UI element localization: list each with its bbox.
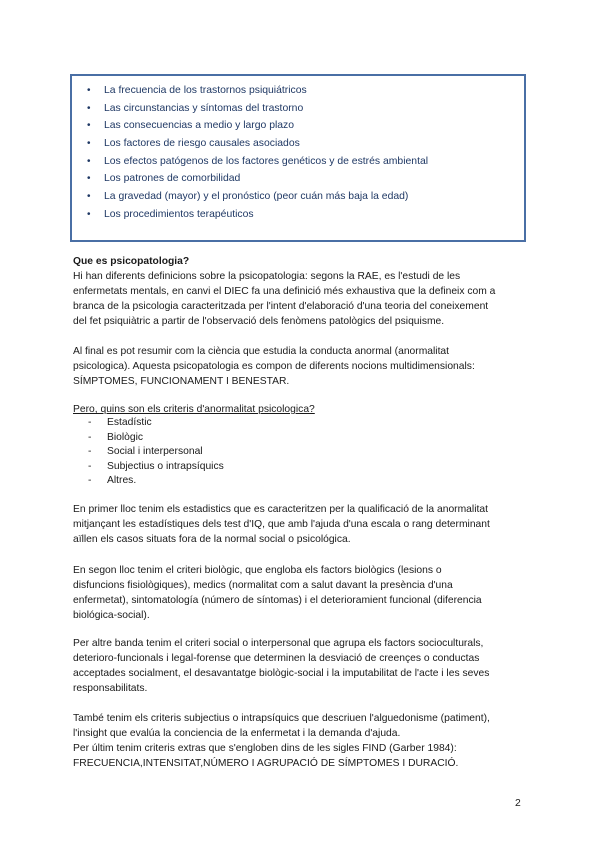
bullet-icon: • xyxy=(87,138,91,150)
list-item: - Altres. xyxy=(88,474,224,489)
list-item: • La gravedad (mayor) y el pronóstico (peor cuán más baja la edad) xyxy=(72,188,524,206)
bullet-icon: • xyxy=(87,208,91,220)
bullet-icon: • xyxy=(87,85,91,96)
list-item: • Los factores de riesgo causales asociados xyxy=(72,135,524,153)
list-item: • La frecuencia de los trastornos psiquiátricos xyxy=(72,82,524,100)
paragraph-social: Per altre banda tenim el criteri social o interpersonal que agrupa els factors socioculturals, deterioro-funcionals i legal-forense que determinen la desviació de creençes o conductas acceptades socialment, el desavantatge biològic-social i la imputabilitat de l'acte i les seves responsabilitats. xyxy=(73,638,490,694)
list-item: • Los procedimientos terapéuticos xyxy=(72,206,524,224)
list-item: - Biològic xyxy=(88,431,224,446)
bullet-icon: • xyxy=(87,173,91,185)
list-item: • Los patrones de comorbilidad xyxy=(72,170,524,188)
criteria-question: Pero, quins son els criteris d'anormalitat psicologica? xyxy=(73,404,315,415)
paragraph-definitions: Hi han diferents definicions sobre la psicopatologia: segons la RAE, es l'estudi de les enfermetats mentals, en canvi el DIEC fa una definició més exhaustiva que la defineix com a branca de la psicologia caracteritzada per l'intent d'elaboració d'una teoria del coneixement del fet psiquiàtric a partir de l'observació dels fenòmens patològics del psiquisme. xyxy=(73,271,496,327)
list-item: • Las circunstancias y síntomas del trastorno xyxy=(72,100,524,118)
dash-bullet-icon: - xyxy=(88,431,92,443)
bullet-icon: • xyxy=(87,191,91,203)
dash-bullet-icon: - xyxy=(88,417,92,428)
paragraph-statistical: En primer lloc tenim els estadistics que es caracteritzen per la qualificació de la anormalitat mitjançant les estadístiques dels test d'IQ, que amb l'ajuda d'una escala o rang determinant aïllen els casos situats fora de la normal social o psicológica. xyxy=(73,504,490,545)
box-bullet-list xyxy=(72,76,524,224)
bullet-icon: • xyxy=(87,102,91,114)
page-number: 2 xyxy=(515,798,521,809)
list-item: • Los efectos patógenos de los factores genéticos y de estrés ambiental xyxy=(72,153,524,171)
dash-bullet-icon: - xyxy=(88,475,92,487)
list-item: - Subjectius o intrapsíquics xyxy=(88,460,224,475)
dash-bullet-icon: - xyxy=(88,446,92,458)
list-item: - Estadístic xyxy=(88,416,224,431)
bullet-icon: • xyxy=(87,155,91,167)
dash-bullet-icon: - xyxy=(88,460,92,472)
section-title: Que es psicopatologia? xyxy=(73,256,190,267)
paragraph-subjective: També tenim els criteris subjectius o intrapsíquics que descriuen l'alguedonisme (patiment), l'insight que evalúa la conciencia de la enfermetat i la demanda d'ajuda. Per últim tenim criteris extras que s'engloben dins de les sigles FIND (Garber 1984): FRECUENCIA,INTENSITAT,NÚMERO I AGRUPACIÓ DE SÍMPTOMES I DURACIÓ. xyxy=(73,713,490,769)
bullet-icon: • xyxy=(87,120,91,132)
list-item: • Las consecuencias a medio y largo plazo xyxy=(72,117,524,135)
criteria-list xyxy=(88,416,224,489)
bulleted-box xyxy=(70,74,526,242)
paragraph-biological: En segon lloc tenim el criteri biològic, que engloba els factors biològics (lesions o disfuncions fisiològiques), medics (normalitat com a salut davant la presència d'una enfermetat), sintomatología (número de síntomas) i el deterioramient funcional (diferencia biológica-social). xyxy=(73,565,482,621)
list-item: - Social i interpersonal xyxy=(88,445,224,460)
paragraph-summary: Al final es pot resumir com la ciència que estudia la conducta anormal (anormalitat psicologica). Aquesta psicopatologia es compon de diferents nocions multidimensionals: SÍMPTOMES, FUNCIONAMENT I BENESTAR. xyxy=(73,346,475,387)
